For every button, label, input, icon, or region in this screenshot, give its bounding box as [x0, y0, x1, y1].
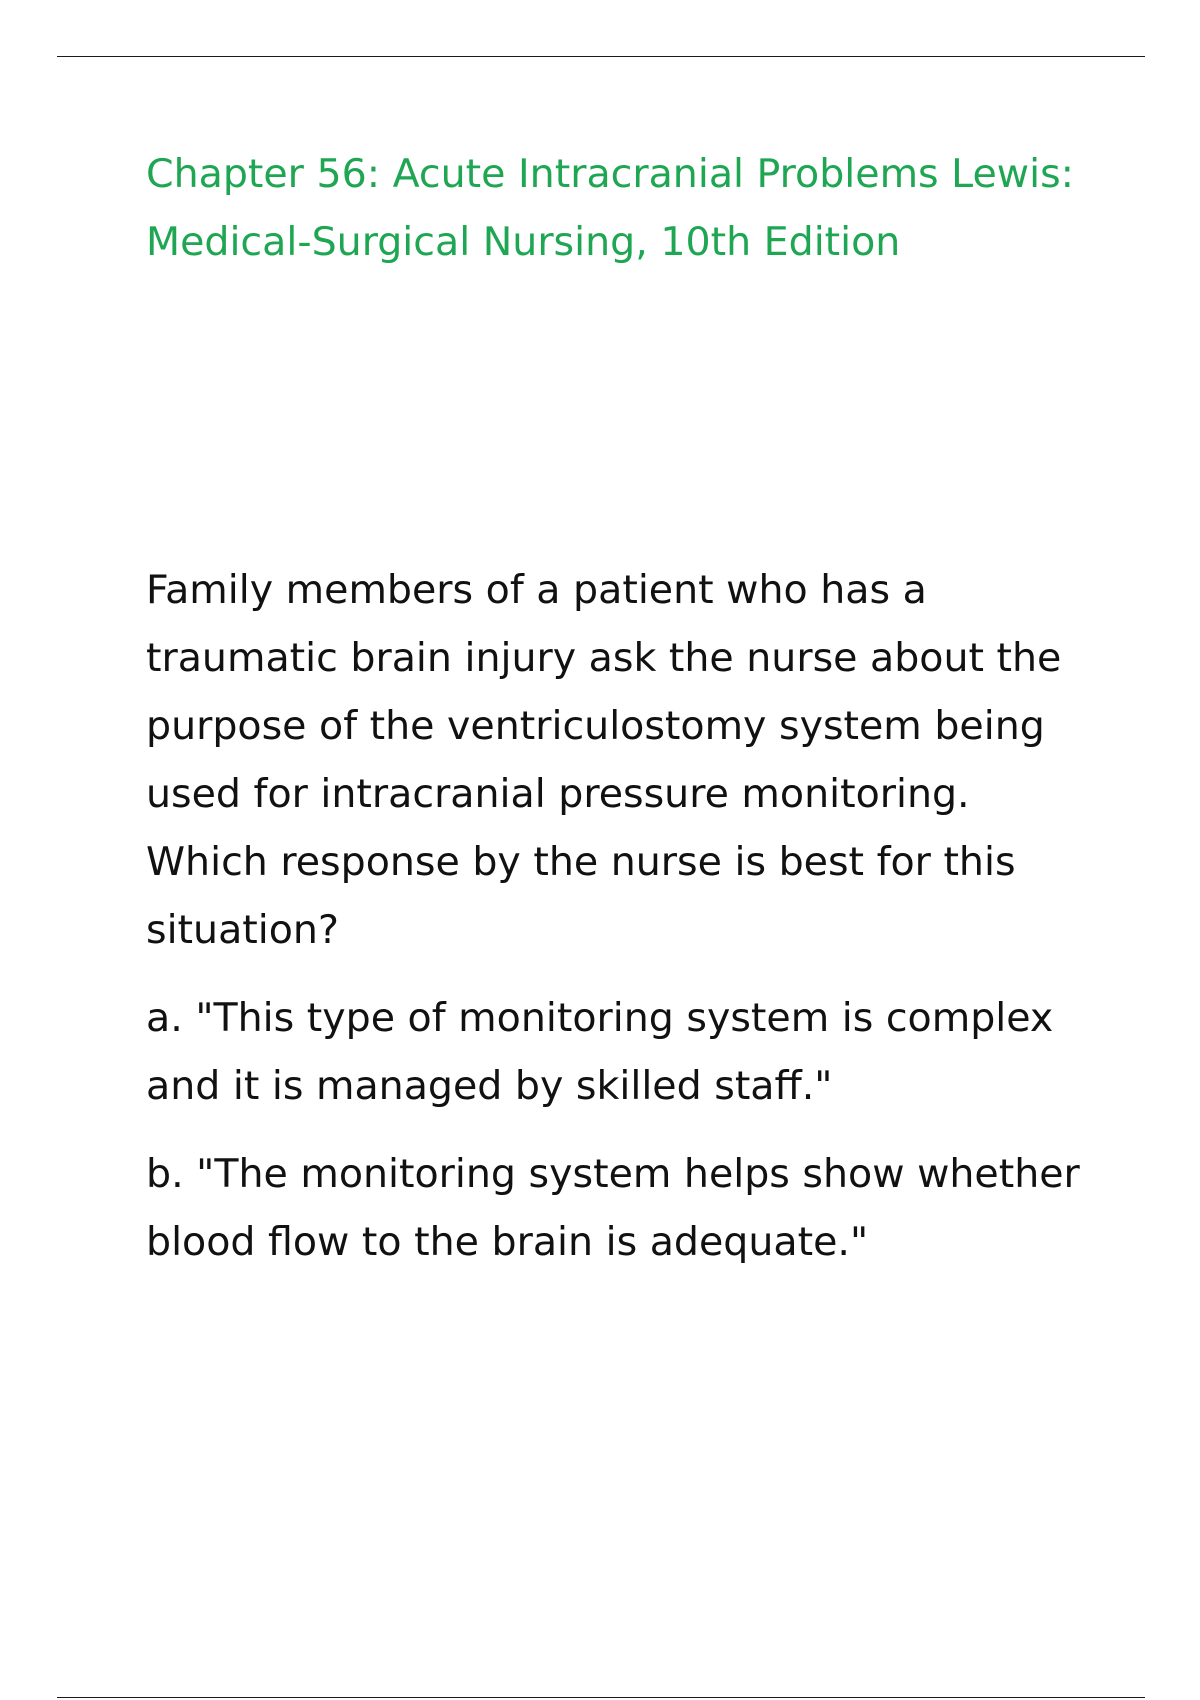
- chapter-title: Chapter 56: Acute Intracranial Problems Lewis: Medical-Surgical Nursing, 10th Edition: [146, 151, 1074, 265]
- answer-option-a: a. "This type of monitoring system is complex and it is managed by skilled staff.": [146, 995, 1054, 1109]
- answer-option-b: b. "The monitoring system helps show whether blood flow to the brain is adequate.": [146, 1151, 1080, 1265]
- question-text: Family members of a patient who has a traumatic brain injury ask the nurse about the purpose of the ventriculostomy system being used for intracranial pressure monitoring. Which response by the nurse is best for this situation?: [146, 567, 1062, 953]
- top-rule: [57, 56, 1145, 57]
- page-content: [146, 140, 1086, 1276]
- bottom-rule: [57, 1697, 1145, 1698]
